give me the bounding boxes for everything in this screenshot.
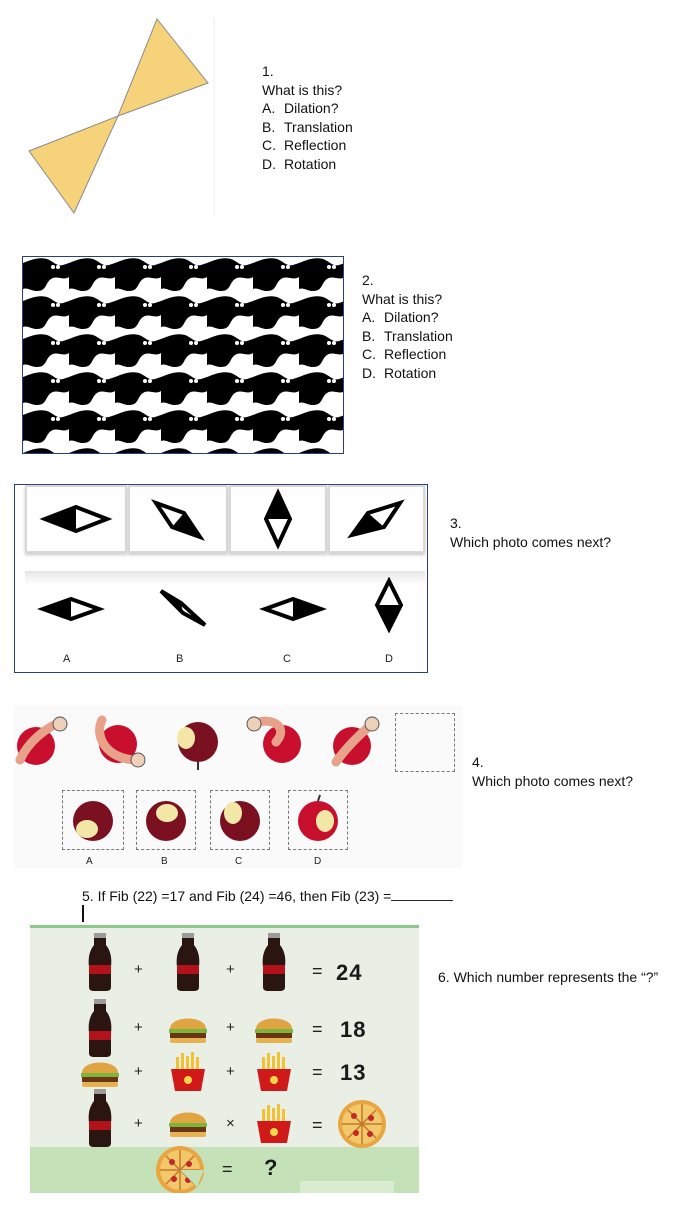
apple-choice-d-label: D bbox=[314, 856, 322, 867]
question-1-text: What is this? bbox=[262, 81, 343, 98]
fries-icon bbox=[257, 1052, 291, 1091]
apple-choice-a[interactable] bbox=[62, 790, 124, 850]
choice-d-label: D bbox=[385, 653, 393, 665]
coke-bottle-icon bbox=[89, 1089, 112, 1147]
diamond-icon bbox=[27, 487, 125, 551]
plus-sign: + bbox=[134, 1063, 143, 1080]
apple-worm-icon bbox=[247, 717, 301, 763]
fries-icon bbox=[257, 1104, 291, 1143]
choice-b-label: B bbox=[176, 653, 184, 665]
bitten-apple-icon bbox=[177, 722, 218, 770]
question-5 bbox=[82, 887, 453, 906]
question-1-option-a[interactable]: A. Dilation? bbox=[262, 100, 339, 116]
plus-sign: + bbox=[226, 1019, 235, 1036]
math-puzzle-panel bbox=[30, 925, 419, 1193]
equals-sign: = bbox=[312, 1062, 323, 1082]
question-2-number: 2. bbox=[362, 272, 374, 288]
missing-answer-box bbox=[395, 713, 455, 772]
ghost-tessellation-image bbox=[22, 256, 344, 454]
apple-choice-c-label: C bbox=[235, 856, 243, 867]
result-row-1: 24 bbox=[336, 960, 363, 985]
question-1-option-c[interactable]: C. Reflection bbox=[262, 137, 347, 153]
apple-choice-b[interactable] bbox=[136, 790, 196, 850]
question-6 bbox=[438, 968, 658, 987]
coke-bottle-icon bbox=[177, 933, 200, 991]
question-2-option-b[interactable]: B. Translation bbox=[362, 327, 453, 344]
question-4 bbox=[472, 753, 633, 790]
sequence-tile-2 bbox=[128, 485, 228, 553]
pizza-missing-slice-icon bbox=[156, 1146, 204, 1193]
bowtie-bottom-triangle bbox=[29, 116, 118, 213]
apple-worm-icon bbox=[17, 717, 67, 765]
equals-sign: = bbox=[222, 1159, 233, 1179]
question-4-text: Which photo comes next? bbox=[472, 772, 634, 789]
apple-choice-c[interactable] bbox=[210, 790, 270, 850]
apple-choice-a-label: A bbox=[86, 856, 93, 867]
plus-sign: + bbox=[134, 1115, 143, 1132]
burger-icon bbox=[255, 1019, 293, 1044]
apple-worm-icon bbox=[333, 717, 379, 765]
text-cursor bbox=[82, 905, 84, 922]
equals-sign: = bbox=[312, 961, 323, 981]
bitten-apple-icon bbox=[63, 791, 123, 849]
burger-icon bbox=[169, 1019, 207, 1044]
diamond-sequence-panel bbox=[14, 484, 428, 673]
choice-c-diamond-icon[interactable] bbox=[253, 589, 333, 629]
question-2-option-c[interactable]: C. Reflection bbox=[362, 346, 447, 362]
question-2-text: What is this? bbox=[362, 290, 443, 307]
question-1-option-d[interactable]: D. Rotation bbox=[262, 155, 337, 172]
plus-sign: + bbox=[134, 1019, 143, 1036]
question-2 bbox=[362, 271, 453, 382]
question-3-text: Which photo comes next? bbox=[450, 533, 612, 550]
choice-d-diamond-icon[interactable] bbox=[369, 577, 409, 633]
question-3-number: 3. bbox=[450, 515, 462, 531]
equals-sign: = bbox=[312, 1019, 323, 1039]
diamond-choices-row bbox=[25, 589, 425, 629]
diamond-icon bbox=[231, 487, 325, 551]
pizza-icon bbox=[338, 1100, 386, 1148]
plus-sign: + bbox=[134, 961, 143, 978]
question-3 bbox=[450, 514, 611, 551]
answer-blank[interactable] bbox=[391, 887, 453, 901]
question-2-option-d[interactable]: D. Rotation bbox=[362, 364, 437, 381]
question-1-option-b[interactable]: B. Translation bbox=[262, 118, 353, 135]
bitten-apple-icon bbox=[137, 791, 195, 849]
coke-bottle-icon bbox=[89, 999, 112, 1057]
sequence-tile-3 bbox=[229, 485, 327, 553]
question-4-number: 4. bbox=[472, 754, 484, 770]
diamond-sequence-row bbox=[25, 485, 425, 553]
bitten-apple-icon bbox=[289, 791, 347, 849]
apple-choice-d[interactable] bbox=[288, 790, 348, 850]
unknown-result: ? bbox=[264, 1155, 279, 1180]
apple-choice-b-label: B bbox=[161, 856, 168, 867]
times-sign: × bbox=[226, 1115, 235, 1132]
question-6-text: 6. Which number represents the “?” bbox=[438, 969, 659, 985]
result-row-3: 13 bbox=[340, 1060, 367, 1085]
bitten-apple-icon bbox=[211, 791, 269, 849]
question-1 bbox=[262, 62, 353, 173]
choice-a-diamond-icon[interactable] bbox=[33, 589, 113, 629]
choice-b-diamond-icon[interactable] bbox=[149, 583, 219, 633]
question-1-number: 1. bbox=[262, 63, 274, 79]
burger-icon bbox=[81, 1063, 119, 1088]
coke-bottle-icon bbox=[89, 933, 112, 991]
burger-icon bbox=[169, 1113, 207, 1138]
apple-worm-icon bbox=[99, 720, 145, 767]
bowtie-top-triangle bbox=[118, 19, 208, 116]
divider bbox=[25, 571, 425, 585]
apple-worm-sequence bbox=[14, 712, 394, 774]
question-2-option-a[interactable]: A. Dilation? bbox=[362, 309, 439, 325]
diamond-icon bbox=[330, 487, 423, 551]
choice-a-label: A bbox=[63, 653, 71, 665]
diamond-icon bbox=[130, 487, 226, 551]
question-5-text: 5. If Fib (22) =17 and Fib (24) =46, then Fib (23) = bbox=[82, 888, 392, 904]
choice-c-label: C bbox=[283, 653, 291, 665]
bowtie-figure bbox=[18, 16, 218, 218]
equals-sign: = bbox=[312, 1115, 323, 1135]
coke-bottle-icon bbox=[263, 933, 286, 991]
sequence-tile-4 bbox=[328, 485, 425, 553]
sequence-tile-1 bbox=[25, 485, 127, 553]
apple-sequence-panel bbox=[14, 706, 462, 868]
plus-sign: + bbox=[226, 1063, 235, 1080]
result-row-2: 18 bbox=[340, 1017, 367, 1042]
fries-icon bbox=[171, 1052, 205, 1091]
plus-sign: + bbox=[226, 961, 235, 978]
